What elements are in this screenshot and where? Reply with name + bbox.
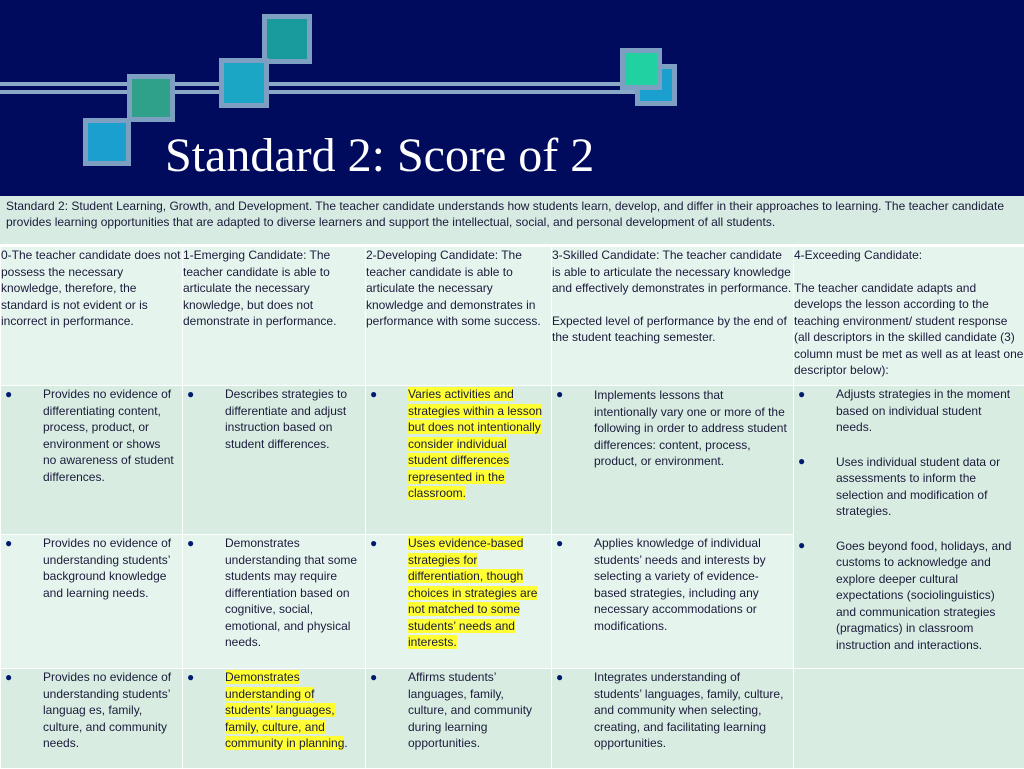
rubric-cell [552, 669, 794, 769]
rubric-cell [183, 535, 366, 669]
header-score-4: 4-Exceeding Candidate: The teacher candidate adapts and develops the lesson according to the teaching environment/ student response (all descriptors in the skilled candidate (3) column must be met as well as at least one descriptor below): [794, 247, 1024, 386]
descriptor-text: Applies knowledge of individual students’ needs and interests by selecting a variety of evidence-based strategies, including any necessary accommodations or modifications. [594, 535, 787, 634]
descriptor-text: Provides no evidence of understanding students’ background knowledge and learning needs. [43, 535, 176, 601]
descriptor-text-highlighted: Demonstrates understanding of students’ languages, family, culture, and community in planning. [225, 669, 359, 752]
descriptor-text: Provides no evidence of understanding students’ languag es, family, culture, and community needs. [43, 669, 176, 752]
descriptor-text: Demonstrates understanding that some students may require differentiation based on cognitive, social, emotional, and physical needs. [225, 535, 359, 651]
decorative-square [83, 118, 131, 166]
decorative-square [127, 74, 175, 122]
rubric-cell [1, 669, 183, 769]
decorative-square [620, 48, 662, 90]
header-score-3: 3-Skilled Candidate: The teacher candidate is able to articulate the necessary knowledge and effectively demonstrates in performance. Expected level of performance by the end of the student teaching semester. [552, 247, 794, 386]
rubric-cell-exceeding [794, 386, 1024, 669]
descriptor-text: Integrates understanding of students’ languages, family, culture, and community when selecting, creating, and facilitating learning opportunities. [594, 669, 787, 752]
rubric-row [1, 669, 1024, 769]
rubric-cell [366, 535, 552, 669]
rubric-cell [183, 669, 366, 769]
bullet-icon: ● [370, 669, 377, 685]
header-score-1: 1-Emerging Candidate: The teacher candidate is able to articulate the necessary knowledge, but does not demonstrate in performance. [183, 247, 366, 386]
bullet-icon: ● [5, 535, 12, 551]
rubric-cell [552, 386, 794, 535]
rubric-cell [366, 669, 552, 769]
bullet-icon: ● [370, 386, 377, 402]
rubric-cell [1, 386, 183, 535]
bullet-icon: ● [798, 537, 805, 553]
bullet-icon: ● [556, 669, 563, 685]
decorative-line [0, 82, 660, 86]
bullet-icon: ● [187, 535, 194, 551]
rubric-cell [366, 386, 552, 535]
header-score-2: 2-Developing Candidate: The teacher candidate is able to articulate the necessary knowledge and demonstrates in performance with some success. [366, 247, 552, 386]
descriptor-text-highlighted: Uses evidence-based strategies for differentiation, though choices in strategies are not matched to some students’ needs and interests. [408, 535, 545, 651]
descriptor-text: Affirms students’ languages, family, culture, and community during learning opportunities. [408, 669, 545, 752]
page-title: Standard 2: Score of 2 [165, 132, 594, 180]
rubric-table [0, 246, 1024, 769]
descriptor-text-highlighted: Varies activities and strategies within a lesson but does not intentionally consider individual student differences represented in the classroom. [408, 386, 545, 502]
bullet-icon: ● [798, 453, 805, 469]
bullet-icon: ● [798, 386, 805, 402]
rubric-header-row [1, 247, 1024, 386]
decorative-square [219, 58, 269, 108]
bullet-icon: ● [5, 386, 12, 402]
rubric-cell [552, 535, 794, 669]
bullet-icon: ● [5, 669, 12, 685]
descriptor-text: Describes strategies to differentiate and adjust instruction based on student differences. [225, 386, 359, 452]
header-score-0: 0-The teacher candidate does not possess the necessary knowledge, therefore, the standard is not evident or is incorrect in performance. [1, 247, 183, 386]
bullet-icon: ● [187, 386, 194, 402]
rubric-row [1, 386, 1024, 535]
rubric-cell [183, 386, 366, 535]
decorative-square [262, 14, 312, 64]
descriptor-text: Provides no evidence of differentiating content, process, product, or environment or shows no awareness of student differences. [43, 386, 176, 485]
bullet-icon: ● [187, 669, 194, 685]
standard-description: Standard 2: Student Learning, Growth, and Development. The teacher candidate understands how students learn, develop, and differ in their approaches to learning. The teacher candidate provides learning opportunities that are adapted to diverse learners and support the intellectual, social, and personal development of all students. [0, 196, 1024, 246]
decorative-line [0, 90, 660, 94]
slide-header [0, 0, 1024, 196]
descriptor-text: Adjusts strategies in the moment based on individual student needs. [836, 386, 1018, 436]
descriptor-text: Implements lessons that intentionally vary one or more of the following in order to address student differences: content, process, product, or environment. [594, 387, 787, 470]
bullet-icon: ● [370, 535, 377, 551]
descriptor-text: Uses individual student data or assessments to inform the selection and modification of strategies. [836, 454, 1018, 520]
rubric-cell [1, 535, 183, 669]
bullet-icon: ● [556, 386, 563, 402]
descriptor-text: Goes beyond food, holidays, and customs to acknowledge and explore deeper cultural expectations (sociolinguistics) and communication strategies (pragmatics) in classroom instruction and interactions. [836, 538, 1018, 654]
bullet-icon: ● [556, 535, 563, 551]
rubric-cell-empty [794, 669, 1024, 769]
